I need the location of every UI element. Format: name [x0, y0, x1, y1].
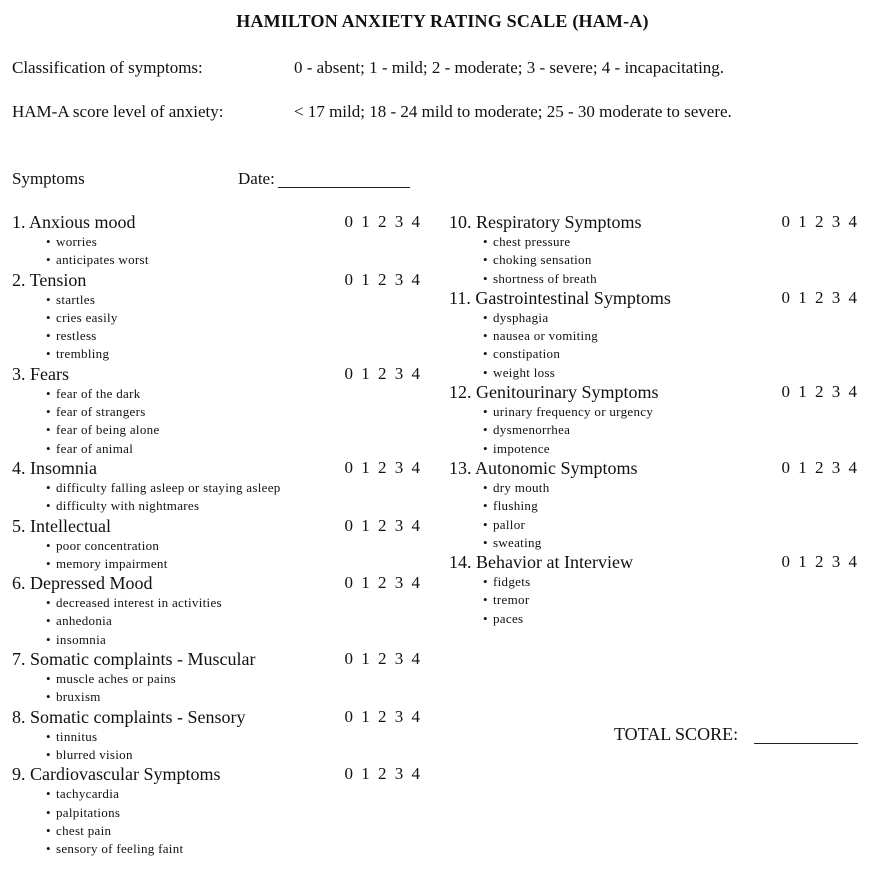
symptom-item: • restless: [46, 327, 422, 345]
symptom-block: [449, 382, 859, 458]
symptom-block: [12, 707, 422, 765]
total-score-input-line[interactable]: [754, 743, 858, 744]
symptom-item: • urinary frequency or urgency: [483, 403, 859, 421]
symptom-item: • paces: [483, 610, 859, 628]
symptom-item: • weight loss: [483, 364, 859, 382]
symptom-item: • difficulty falling asleep or staying asleep: [46, 479, 422, 497]
symptom-heading: [12, 573, 422, 593]
symptom-item: • decreased interest in activities: [46, 594, 422, 612]
symptom-item: • trembling: [46, 345, 422, 363]
page-title: HAMILTON ANXIETY RATING SCALE (HAM-A): [236, 11, 649, 31]
symptom-block: [12, 764, 422, 858]
symptom-block: [12, 364, 422, 458]
symptom-item: • chest pressure: [483, 233, 859, 251]
symptom-item-list: [12, 233, 422, 270]
classification-value: 0 - absent; 1 - mild; 2 - moderate; 3 - severe; 4 - incapacitating.: [294, 58, 725, 77]
total-score-label: TOTAL SCORE:: [614, 724, 739, 744]
symptom-item: • fear of animal: [46, 440, 422, 458]
symptom-title: 4. Insomnia: [12, 457, 97, 478]
symptom-title: 12. Genitourinary Symptoms: [449, 382, 659, 403]
symptom-heading: [12, 707, 422, 727]
symptom-item-list: [12, 594, 422, 649]
symptom-item-list: [12, 670, 422, 707]
symptom-rating-scale[interactable]: 0 1 2 3 4: [344, 457, 422, 477]
symptom-item: • constipation: [483, 345, 859, 363]
symptom-item: • poor concentration: [46, 537, 422, 555]
symptom-item: • dysmenorrhea: [483, 421, 859, 439]
symptom-item: • sensory of feeling faint: [46, 840, 422, 858]
symptom-block: [12, 212, 422, 270]
symptom-title: 10. Respiratory Symptoms: [449, 212, 642, 232]
symptom-title: 9. Cardiovascular Symptoms: [12, 764, 221, 785]
symptom-item: • dry mouth: [483, 479, 859, 497]
symptom-item: • anhedonia: [46, 612, 422, 630]
symptom-item: • fear of strangers: [46, 403, 422, 421]
symptom-title: 2. Tension: [12, 269, 87, 290]
symptom-heading: [449, 212, 859, 232]
symptom-item: • fidgets: [483, 573, 859, 591]
symptom-block: [12, 649, 422, 707]
symptom-heading: [12, 764, 422, 784]
symptom-item-list: [449, 573, 859, 628]
symptom-item-list: [449, 403, 859, 458]
symptom-item: • flushing: [483, 497, 859, 515]
symptom-item-list: [449, 479, 859, 552]
symptom-column-left: [12, 212, 422, 858]
symptom-item: • muscle aches or pains: [46, 670, 422, 688]
symptom-block: [12, 573, 422, 649]
symptom-title: 7. Somatic complaints - Muscular: [12, 649, 256, 670]
symptom-block: [449, 458, 859, 552]
symptom-title: 6. Depressed Mood: [12, 573, 153, 594]
symptom-rating-scale[interactable]: 0 1 2 3 4: [344, 573, 422, 593]
symptom-title: 1. Anxious mood: [12, 212, 136, 232]
symptom-heading: [449, 382, 859, 402]
symptoms-header: Symptoms: [12, 169, 85, 188]
symptom-rating-scale[interactable]: 0 1 2 3 4: [781, 382, 859, 402]
symptom-block: [449, 212, 859, 288]
classification-label: Classification of symptoms:: [12, 58, 203, 77]
symptom-item: • chest pain: [46, 822, 422, 840]
symptom-title: 14. Behavior at Interview: [449, 552, 633, 573]
symptom-title: 3. Fears: [12, 363, 69, 384]
symptom-heading: [12, 516, 422, 536]
symptom-heading: [449, 458, 859, 478]
symptom-heading: [12, 212, 422, 232]
symptom-item: • blurred vision: [46, 746, 422, 764]
symptom-item: • tinnitus: [46, 728, 422, 746]
symptom-rating-scale[interactable]: 0 1 2 3 4: [781, 552, 859, 572]
symptom-item: • palpitations: [46, 804, 422, 822]
symptom-rating-scale[interactable]: 0 1 2 3 4: [781, 457, 859, 477]
symptom-item: • worries: [46, 233, 422, 251]
symptom-item: • startles: [46, 291, 422, 309]
symptom-item: • nausea or vomiting: [483, 327, 859, 345]
symptom-block: [12, 458, 422, 516]
symptom-rating-scale[interactable]: 0 1 2 3 4: [344, 649, 422, 669]
symptom-block: [12, 270, 422, 364]
symptom-item: • tremor: [483, 591, 859, 609]
symptom-block: [449, 288, 859, 382]
score-levels-label: HAM-A score level of anxiety:: [12, 102, 224, 121]
symptom-heading: [449, 552, 859, 572]
symptom-rating-scale[interactable]: 0 1 2 3 4: [344, 706, 422, 726]
symptom-item: • impotence: [483, 440, 859, 458]
symptom-heading: [12, 364, 422, 384]
symptom-item: • dysphagia: [483, 309, 859, 327]
symptom-rating-scale[interactable]: 0 1 2 3 4: [344, 363, 422, 383]
symptom-item-list: [12, 728, 422, 765]
symptom-item: • shortness of breath: [483, 270, 859, 288]
symptom-block: [12, 516, 422, 574]
symptom-item: • memory impairment: [46, 555, 422, 573]
symptom-title: 5. Intellectual: [12, 515, 111, 536]
symptom-item: • cries easily: [46, 309, 422, 327]
symptom-rating-scale[interactable]: 0 1 2 3 4: [344, 269, 422, 289]
symptom-column-right: [449, 212, 859, 628]
symptom-rating-scale[interactable]: 0 1 2 3 4: [781, 212, 859, 231]
symptom-item: • anticipates worst: [46, 251, 422, 269]
symptom-rating-scale[interactable]: 0 1 2 3 4: [344, 212, 422, 231]
symptom-title: 13. Autonomic Symptoms: [449, 457, 638, 478]
symptom-item-list: [449, 309, 859, 382]
symptom-item: • difficulty with nightmares: [46, 497, 422, 515]
date-label: Date:: [238, 169, 275, 188]
symptom-heading: [449, 288, 859, 308]
symptom-item-list: [12, 385, 422, 458]
symptom-item-list: [449, 233, 859, 288]
symptom-item: • bruxism: [46, 688, 422, 706]
symptom-block: [449, 552, 859, 628]
symptom-title: 11. Gastrointestinal Symptoms: [449, 287, 671, 308]
symptom-item: • fear of being alone: [46, 421, 422, 439]
symptom-item: • choking sensation: [483, 251, 859, 269]
symptom-item: • insomnia: [46, 631, 422, 649]
symptom-rating-scale[interactable]: 0 1 2 3 4: [344, 515, 422, 535]
symptom-title: 8. Somatic complaints - Sensory: [12, 706, 246, 727]
symptom-rating-scale[interactable]: 0 1 2 3 4: [781, 287, 859, 307]
symptom-item: • tachycardia: [46, 785, 422, 803]
symptom-item: • fear of the dark: [46, 385, 422, 403]
symptom-heading: [12, 458, 422, 478]
symptom-item-list: [12, 479, 422, 516]
symptom-heading: [12, 649, 422, 669]
symptom-item-list: [12, 785, 422, 858]
symptom-heading: [12, 270, 422, 290]
symptom-rating-scale[interactable]: 0 1 2 3 4: [344, 764, 422, 784]
symptom-item-list: [12, 537, 422, 574]
score-levels-value: < 17 mild; 18 - 24 mild to moderate; 25 - 30 moderate to severe.: [294, 102, 732, 121]
symptom-item: • pallor: [483, 516, 859, 534]
date-input-line[interactable]: [278, 187, 410, 188]
symptom-item-list: [12, 291, 422, 364]
symptom-item: • sweating: [483, 534, 859, 552]
